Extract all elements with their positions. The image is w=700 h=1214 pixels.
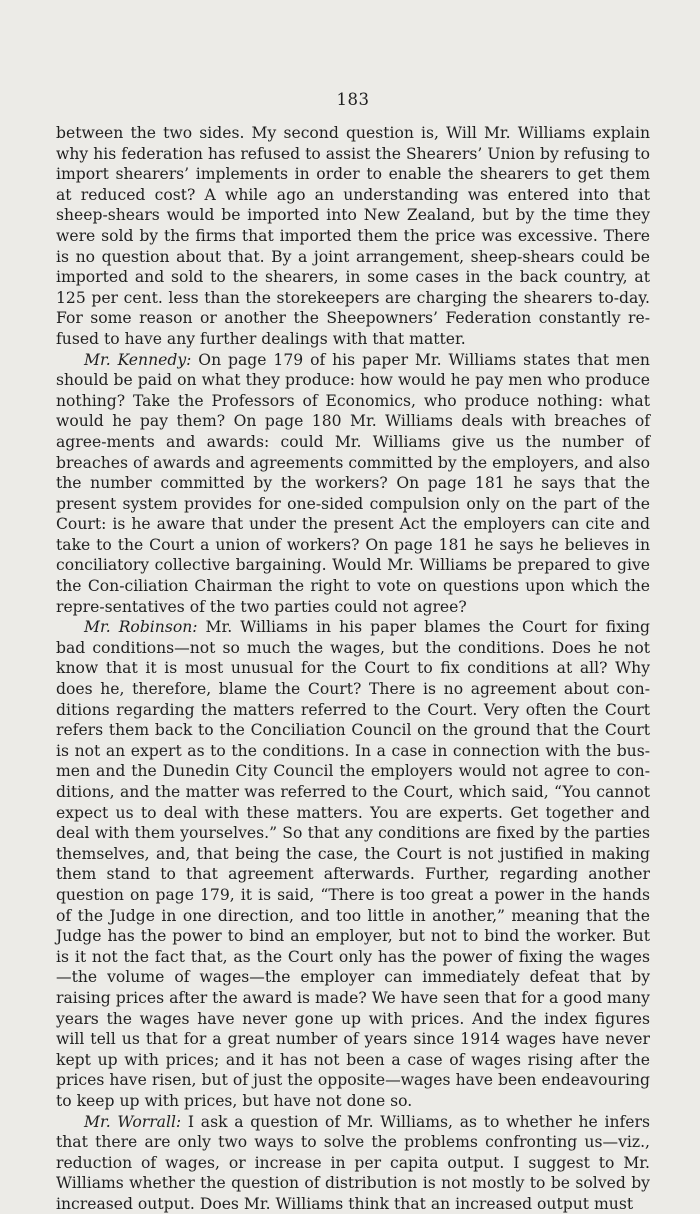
paragraph — [56, 1112, 650, 1214]
paragraph-text: On page 179 of his paper Mr. Williams states that men should be paid on what they produce: how would he pay men who produce nothing? Take the Professors of Economics, who produce nothing: what would he pay them? On page 180 Mr. Williams deals with breaches of agree-ments and awards: could Mr. Williams give us the number of breaches of awards and agreements committed by the employers, and also the number committed by the workers? On page 181 he says that the present system provides for one-sided compulsion only on the part of the Court: is he aware that under the present Act the employers can cite and take to the Court a union of workers? On page 181 he says he believes in conciliatory collective bargaining. Would Mr. Williams be prepared to give the Con-ciliation Chairman the right to vote on questions upon which the repre-sentatives of the two parties could not agree? — [56, 351, 650, 616]
body-text — [56, 123, 650, 1214]
paragraph — [56, 123, 650, 350]
paragraph — [56, 617, 650, 1111]
speaker-name: Mr. Kennedy: — [84, 351, 191, 369]
paragraph-text: I ask a question of Mr. Williams, as to whether he infers that there are only two ways to solve the problems confronting us—viz., reduction of wages, or increase in per capita output. I suggest to Mr. Williams whether the question of distribution is not mostly to be solved by increased output. Does Mr. Williams think that an increased output must — [56, 1113, 650, 1213]
paragraph-text: between the two sides. My second question is, Will Mr. Williams explain why his federation has refused to assist the Shearers’ Union by refusing to import shearers’ implements in order to enable the shearers to get them at reduced cost? A while ago an understanding was entered into that sheep-shears would be imported into New Zealand, but by the time they were sold by the firms that imported them the price was excessive. There is no question about that. By a joint arrangement, sheep-shears could be imported and sold to the shearers, in some cases in the back country, at 125 per cent. less than the storekeepers are charging the shearers to-day. For some reason or another the Sheepowners’ Federation constantly re-fused to have any further dealings with that matter. — [56, 124, 650, 348]
page-number: 183 — [56, 90, 650, 109]
paragraph-text: Mr. Williams in his paper blames the Court for fixing bad conditions—not so much the wages, but the conditions. Does he not know that it is most unusual for the Court to fix conditions at all? Why does he, therefore, blame the Court? There is no agreement about con-ditions regarding the matters referred to the Court. Very often the Court refers them back to the Conciliation Council on the ground that the Court is not an expert as to the conditions. In a case in connection with the bus-men and the Dunedin City Council the employers would not agree to con-ditions, and the matter was referred to the Court, which said, “You cannot expect us to deal with these matters. You are experts. Get together and deal with them yourselves.” So that any conditions are fixed by the parties themselves, and, that being the case, the Court is not justified in making them stand to that agreement afterwards. Further, regarding another question on page 179, it is said, “There is too great a power in the hands of the Judge in one direction, and too little in another,” meaning that the Judge has the power to bind an employer, but not to bind the worker. But is it not the fact that, as the Court only has the power of fixing the wages —the volume of wages—the employer can immediately defeat that by raising prices after the award is made? We have seen that for a good many years the wages have never gone up with prices. And the index figures will tell us that for a great number of years since 1914 wages have never kept up with prices; and it has not been a case of wages rising after the prices have risen, but of just the opposite—wages have been endeavouring to keep up with prices, but have not done so. — [56, 618, 650, 1110]
speaker-name: Mr. Robinson: — [84, 618, 198, 636]
paragraph — [56, 350, 650, 618]
speaker-name: Mr. Worrall: — [84, 1113, 181, 1131]
